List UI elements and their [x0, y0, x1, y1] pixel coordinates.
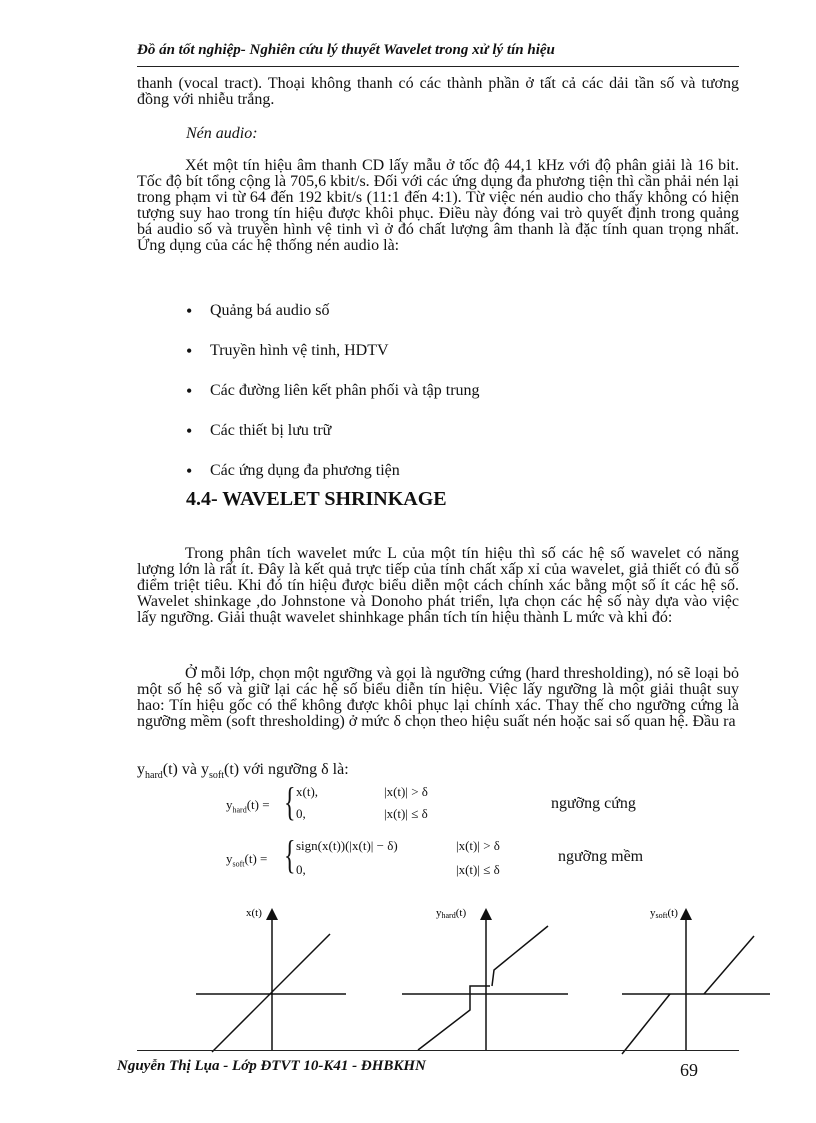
list-item: • Các ứng dụng đa phương tiện	[186, 460, 480, 500]
graph-soft	[622, 907, 770, 1054]
list-item: • Truyền hình vệ tinh, HDTV	[186, 340, 480, 380]
paragraph-wavelet-shrinkage: Trong phân tích wavelet mức L của một tín hiệu thì số các hệ số wavelet có năng lượng lớn là rất ít. Đây là kết quả trực tiếp của tính chất xấp xỉ của wavelet, giả thiết có đủ số điểm triệt tiêu. Khi đó tín hiệu được biểu diễn một cách chính xác bằng một số ít các hệ số. Wavelet shinkage ,do Johnstone và Donoho phát triển, lựa chọn các hệ số này dựa vào việc lấy ngưỡng. Giải thuật wavelet shinhkage phân tích tín hiệu thành L mức và khi đó:	[137, 545, 739, 626]
paragraph-vocal-tract: thanh (vocal tract). Thoại không thanh có các thành phần ở tất cả các dải tần số và tương đồng với nhiễu trắng.	[137, 75, 739, 108]
soft-brace: {	[284, 832, 296, 877]
page-number: 69	[680, 1060, 698, 1080]
paragraph-output-definition: $y_{hard}(t)$ và $y_{soft}(t)$ với ngưỡng δ là:	[137, 761, 349, 782]
graph2-right-branch	[492, 926, 548, 986]
graph3-label: ysoft(t)	[650, 907, 678, 920]
page-header: Đồ án tốt nghiệp- Nghiên cứu lý thuyết Wavelet trong xử lý tín hiệu	[137, 42, 555, 58]
graph1-label: x(t)	[246, 907, 262, 919]
soft-case-2: 0,	[296, 862, 306, 877]
paragraph-audio-compression: Xét một tín hiệu âm thanh CD lấy mẫu ở tốc độ 44,1 kHz với độ phân giải là 16 bit. Tốc độ bít tổng cộng là 705,6 kbit/s. Đối với các ứng dụng đa phương tiện thì cần phải nén lại trong phạm vi từ 64 đến 192 kbit/s (11:1 đến 4:1). Từ việc nén audio cho thấy không có hiện tượng suy hao trong tín hiệu được khôi phục. Điều này đóng vai trò quyết định trong quảng bá audio số và truyền hình vệ tinh vì ở đó chất lượng âm thanh là đặc tính quan trọng nhất. Ứng dụng của các hệ thống nén audio là:	[137, 157, 739, 254]
hard-threshold-lhs: $y_{hard}(t)$ =	[226, 797, 270, 815]
soft-case-1: sign(x(t))(|x(t)| − δ)	[296, 838, 398, 853]
hard-threshold-label: ngưỡng cứng	[551, 795, 636, 812]
list-item: • Quảng bá audio số	[186, 300, 480, 340]
hard-brace: {	[284, 779, 296, 824]
list-item: • Các thiết bị lưu trữ	[186, 420, 480, 460]
graph3-left-branch	[622, 994, 670, 1054]
footer-author: Nguyễn Thị Lụa - Lớp ĐTVT 10-K41 - ĐHBKHN	[117, 1058, 426, 1074]
hard-cond-1: |x(t)| > δ	[384, 784, 428, 799]
hard-case-1: x(t),	[296, 784, 319, 799]
paragraph-thresholding: Ở mỗi lớp, chọn một ngưỡng và gọi là ngưỡng cứng (hard thresholding), nó sẽ loại bỏ một số hệ số và giữ lại các hệ số biểu diễn tín hiệu. Việc lấy ngưỡng là một giải thuật suy hao: Tín hiệu gốc có thể không được khôi phục lại chính xác. Thay thế cho ngưỡng cứng là ngưỡng mềm (soft thresholding) ở mức δ chọn theo hiệu suất nén hoặc sai số quan hệ. Đầu ra	[137, 665, 739, 730]
threshold-graphs	[0, 900, 816, 1060]
soft-cond-2: |x(t)| ≤ δ	[456, 862, 500, 877]
soft-threshold-lhs: $y_{soft}(t)$ =	[226, 851, 268, 869]
hard-case-2: 0,	[296, 806, 306, 821]
application-list	[186, 300, 480, 500]
hard-cond-2: |x(t)| ≤ δ	[384, 806, 428, 821]
soft-cond-1: |x(t)| > δ	[456, 838, 500, 853]
graph1-line	[212, 934, 330, 1052]
graph2-left-branch	[418, 986, 490, 1050]
list-item: • Các đường liên kết phân phối và tập trung	[186, 380, 480, 420]
footer-rule	[137, 1050, 739, 1051]
section-title: 4.4- WAVELET SHRINKAGE	[186, 488, 447, 510]
subheading-audio-compression: Nén audio:	[186, 125, 258, 142]
graph-hard	[402, 907, 568, 1050]
graph-identity	[196, 907, 346, 1052]
graph2-label: yhard(t)	[436, 907, 467, 920]
graph3-right-branch	[704, 936, 754, 994]
soft-threshold-label: ngưỡng mềm	[558, 848, 644, 865]
header-rule	[137, 66, 739, 67]
